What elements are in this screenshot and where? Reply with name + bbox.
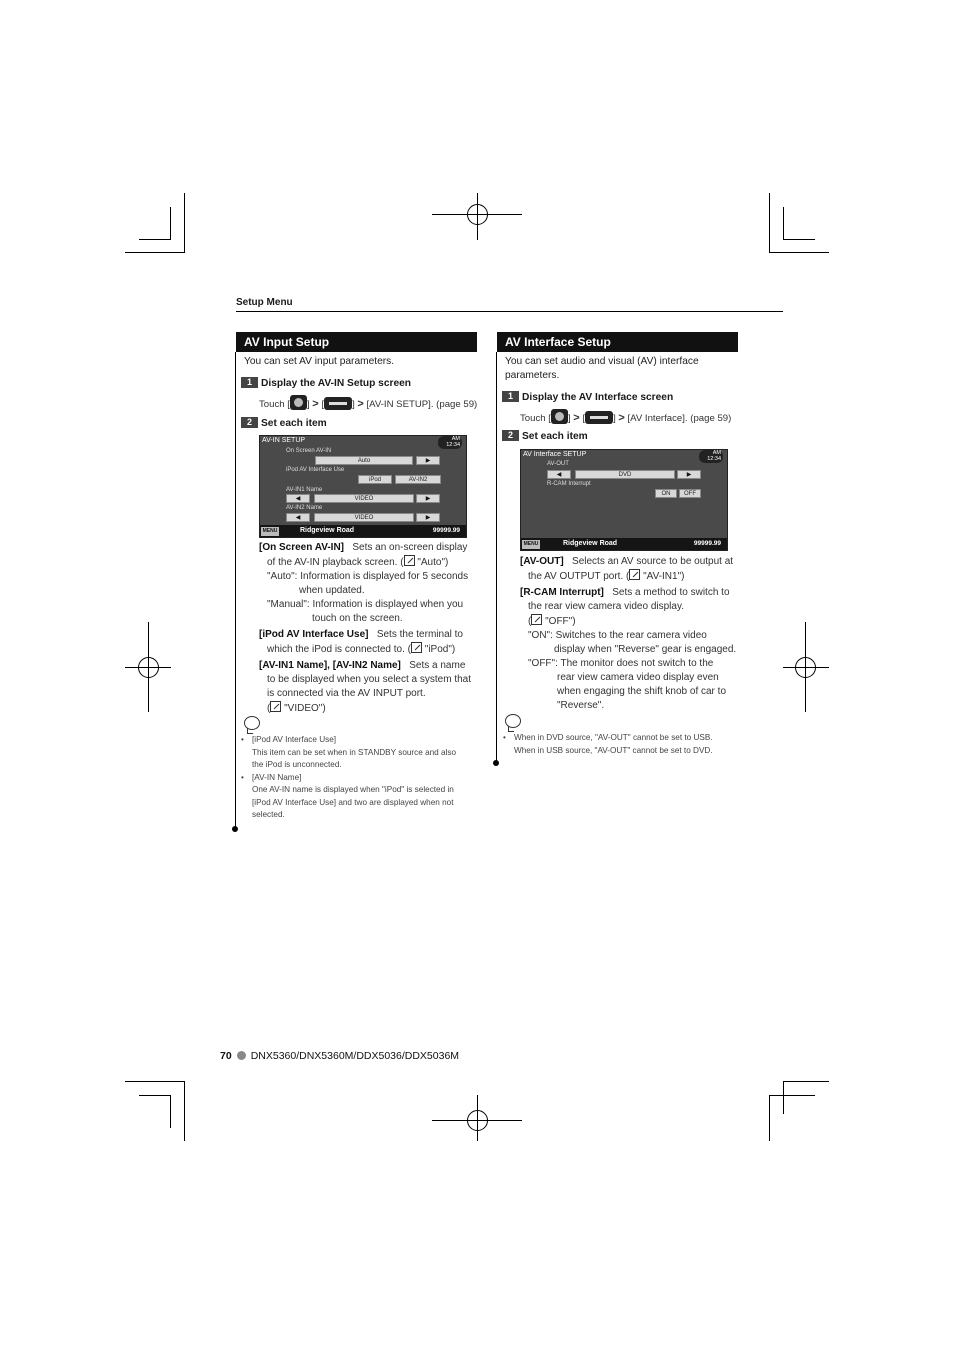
intro-line: parameters. (505, 370, 560, 381)
touch-text: Touch [ (520, 413, 551, 424)
screen-road-name: Ridgeview Road (563, 540, 618, 547)
item-text: "VIDEO") (281, 703, 326, 714)
item-text: "ON": Switches to the rear camera video (528, 630, 707, 641)
item-text: "OFF": The monitor does not switch to the (528, 658, 714, 669)
home-icon (290, 395, 307, 410)
item-text: Sets an on-screen display (352, 542, 468, 553)
screen-option: AV-IN2 (395, 475, 441, 484)
screen-clock: AM 12:34 (438, 436, 462, 449)
right-arrow-icon: ▶ (416, 456, 440, 465)
crop-mark (783, 1081, 829, 1082)
item-term: [iPod AV Interface Use] (259, 629, 369, 640)
item-descriptions (259, 541, 479, 716)
item-text: "Auto") (414, 557, 449, 568)
item-text: which the iPod is connected to. ( (267, 644, 411, 655)
item-text: rear view camera video display even (557, 672, 719, 683)
registration-circle (138, 657, 159, 678)
item-descriptions (520, 555, 745, 713)
item-text: "Auto": Information is displayed for 5 seconds (267, 571, 469, 582)
default-icon (531, 614, 542, 625)
screen-title: AV Interface SETUP (523, 451, 587, 458)
screen-value: DVD (575, 470, 675, 479)
right-arrow-icon: ▶ (416, 494, 440, 503)
screen-road-name: Ridgeview Road (300, 527, 355, 534)
intro-text (505, 355, 699, 383)
item-text: of the AV-IN playback screen. ( (267, 557, 404, 568)
item-text: is connected via the AV INPUT port. (267, 688, 426, 699)
column-rule (496, 352, 497, 764)
chevron-right-icon: > (618, 412, 625, 424)
crop-mark (125, 1081, 185, 1082)
item-term: [R-CAM Interrupt] (520, 587, 604, 598)
screen-option: ON (655, 489, 677, 498)
running-header: Setup Menu (236, 297, 293, 308)
item-text: touch on the screen. (312, 613, 403, 624)
step-2 (241, 417, 327, 431)
item-text: "iPod") (421, 644, 456, 655)
left-arrow-icon: ◀ (286, 494, 310, 503)
item-term: [On Screen AV-IN] (259, 542, 345, 553)
touch-text: ] (567, 413, 574, 424)
item-text: Selects an AV source to be output at (572, 556, 734, 567)
item-term: [AV-OUT] (520, 556, 564, 567)
default-icon (270, 701, 281, 712)
note-text: When in USB source, "AV-OUT" cannot be set to DVD. (514, 745, 713, 755)
item-text: ( (528, 616, 532, 627)
crop-mark (783, 239, 815, 240)
item-text: the AV OUTPUT port. ( (528, 571, 630, 582)
av-in-setup-screenshot (259, 435, 467, 538)
item-text: "OFF") (542, 616, 576, 627)
screen-value: VIDEO (314, 513, 414, 522)
screen-title: AV-IN SETUP (262, 437, 306, 444)
screen-value: Auto (315, 456, 413, 465)
setup-icon (324, 397, 352, 410)
touch-text: [AV Interface]. (page 59) (624, 413, 732, 424)
step-2 (502, 430, 588, 444)
touch-text: ] (613, 413, 619, 424)
note-text: selected. (252, 810, 285, 819)
crop-mark (184, 193, 185, 253)
setup-icon (585, 411, 613, 424)
note-text: This item can be set when in STANDBY source and also (252, 747, 457, 757)
footer-dot-icon (237, 1051, 246, 1060)
page-footer (220, 1050, 459, 1062)
screen-option: iPod (358, 475, 392, 484)
model-names: DNX5360/DNX5360M/DDX5036/DDX5036M (250, 1050, 460, 1062)
touch-text: Touch [ (259, 399, 290, 410)
registration-circle (795, 657, 816, 678)
item-text: to be displayed when you select a system that (267, 674, 472, 685)
item-text: Sets the terminal to (376, 629, 463, 640)
item-text: "Manual": Information is displayed when you (267, 599, 464, 610)
note-text: [iPod AV Interface Use] and two are displayed when not (252, 797, 454, 807)
default-icon (629, 569, 640, 580)
intro-line: You can set audio and visual (AV) interface (505, 356, 699, 367)
crop-mark (783, 207, 784, 240)
screen-label: iPod AV Interface Use (286, 467, 345, 473)
step-label: Display the AV Interface screen (522, 392, 674, 403)
header-rule (236, 311, 783, 312)
touch-instruction (520, 409, 731, 426)
registration-circle (467, 204, 488, 225)
item-text: ( (267, 703, 271, 714)
screen-clock: AM 12:34 (699, 450, 723, 463)
crop-mark (184, 1081, 185, 1141)
screen-value: VIDEO (314, 494, 414, 503)
av-interface-setup-screenshot (520, 449, 728, 551)
notes (502, 732, 742, 757)
chevron-right-icon: > (357, 398, 364, 410)
left-arrow-icon: ◀ (286, 513, 310, 522)
crop-mark (769, 252, 829, 253)
right-arrow-icon: ▶ (416, 513, 440, 522)
step-number: 1 (502, 391, 519, 402)
crop-mark (170, 207, 171, 240)
crop-mark (139, 1095, 171, 1096)
screen-menu-button: MENU (262, 528, 278, 534)
left-arrow-icon: ◀ (547, 470, 571, 479)
step-number: 1 (241, 377, 258, 388)
section-heading: AV Input Setup (236, 332, 477, 352)
chevron-right-icon: > (312, 398, 319, 410)
touch-text: ] (306, 399, 313, 410)
note-text: the iPod is unconnected. (252, 760, 342, 769)
home-icon (551, 409, 568, 424)
notes (240, 734, 475, 822)
item-text: when engaging the shift knob of car to (557, 686, 727, 697)
touch-text: ] (352, 399, 358, 410)
crop-mark (769, 1095, 770, 1141)
default-icon (411, 642, 422, 653)
column-rule (235, 352, 236, 830)
right-arrow-icon: ▶ (677, 470, 701, 479)
step-label: Display the AV-IN Setup screen (261, 378, 412, 389)
item-text: "AV-IN1") (640, 571, 685, 582)
screen-distance: 99999.99 (693, 540, 721, 547)
note-item: • When in DVD source, "AV-OUT" cannot be set to USB. (502, 732, 742, 745)
screen-label: AV-IN1 Name (286, 487, 323, 493)
registration-circle (467, 1110, 488, 1131)
step-label: Set each item (522, 431, 588, 442)
touch-text: [ (579, 413, 586, 424)
screen-label: AV-IN2 Name (286, 505, 323, 511)
item-text: Sets a name (409, 660, 466, 671)
item-term: [AV-IN1 Name], [AV-IN2 Name] (259, 660, 401, 671)
note-item: • [AV-IN Name] (240, 772, 475, 785)
intro-text: You can set AV input parameters. (244, 356, 395, 367)
crop-mark (139, 239, 171, 240)
step-1 (502, 391, 673, 405)
crop-mark (783, 1081, 784, 1114)
touch-instruction (259, 395, 477, 412)
touch-text: [ (318, 399, 325, 410)
step-number: 2 (502, 430, 519, 441)
column-end-dot (493, 760, 499, 766)
crop-mark (769, 193, 770, 253)
item-text: the rear view camera video display. (528, 601, 684, 612)
section-heading: AV Interface Setup (497, 332, 738, 352)
crop-mark (769, 1095, 815, 1096)
screen-label: R-CAM Interrupt (547, 481, 591, 487)
screen-label: On Screen AV-IN (286, 448, 332, 454)
step-label: Set each item (261, 418, 327, 429)
note-text: One AV-IN name is displayed when "iPod" is selected in (252, 785, 454, 794)
screen-menu-button: MENU (523, 541, 539, 547)
screen-distance: 99999.99 (432, 527, 460, 534)
page-number: 70 (220, 1050, 232, 1062)
default-icon (404, 555, 415, 566)
step-number: 2 (241, 417, 258, 428)
note-icon (244, 716, 260, 730)
note-icon (505, 714, 521, 728)
touch-text: [AV-IN SETUP]. (page 59) (363, 399, 478, 410)
item-text: "Reverse". (557, 700, 605, 711)
screen-option: OFF (679, 489, 701, 498)
column-end-dot (232, 826, 238, 832)
crop-mark (125, 252, 185, 253)
item-text: when updated. (299, 585, 365, 596)
item-text: Sets a method to switch to (612, 587, 730, 598)
step-1 (241, 377, 411, 391)
note-item: • [iPod AV Interface Use] (240, 734, 475, 747)
crop-mark (170, 1095, 171, 1128)
chevron-right-icon: > (573, 412, 580, 424)
screen-label: AV-OUT (547, 461, 569, 467)
item-text: display when "Reverse" gear is engaged. (554, 644, 737, 655)
